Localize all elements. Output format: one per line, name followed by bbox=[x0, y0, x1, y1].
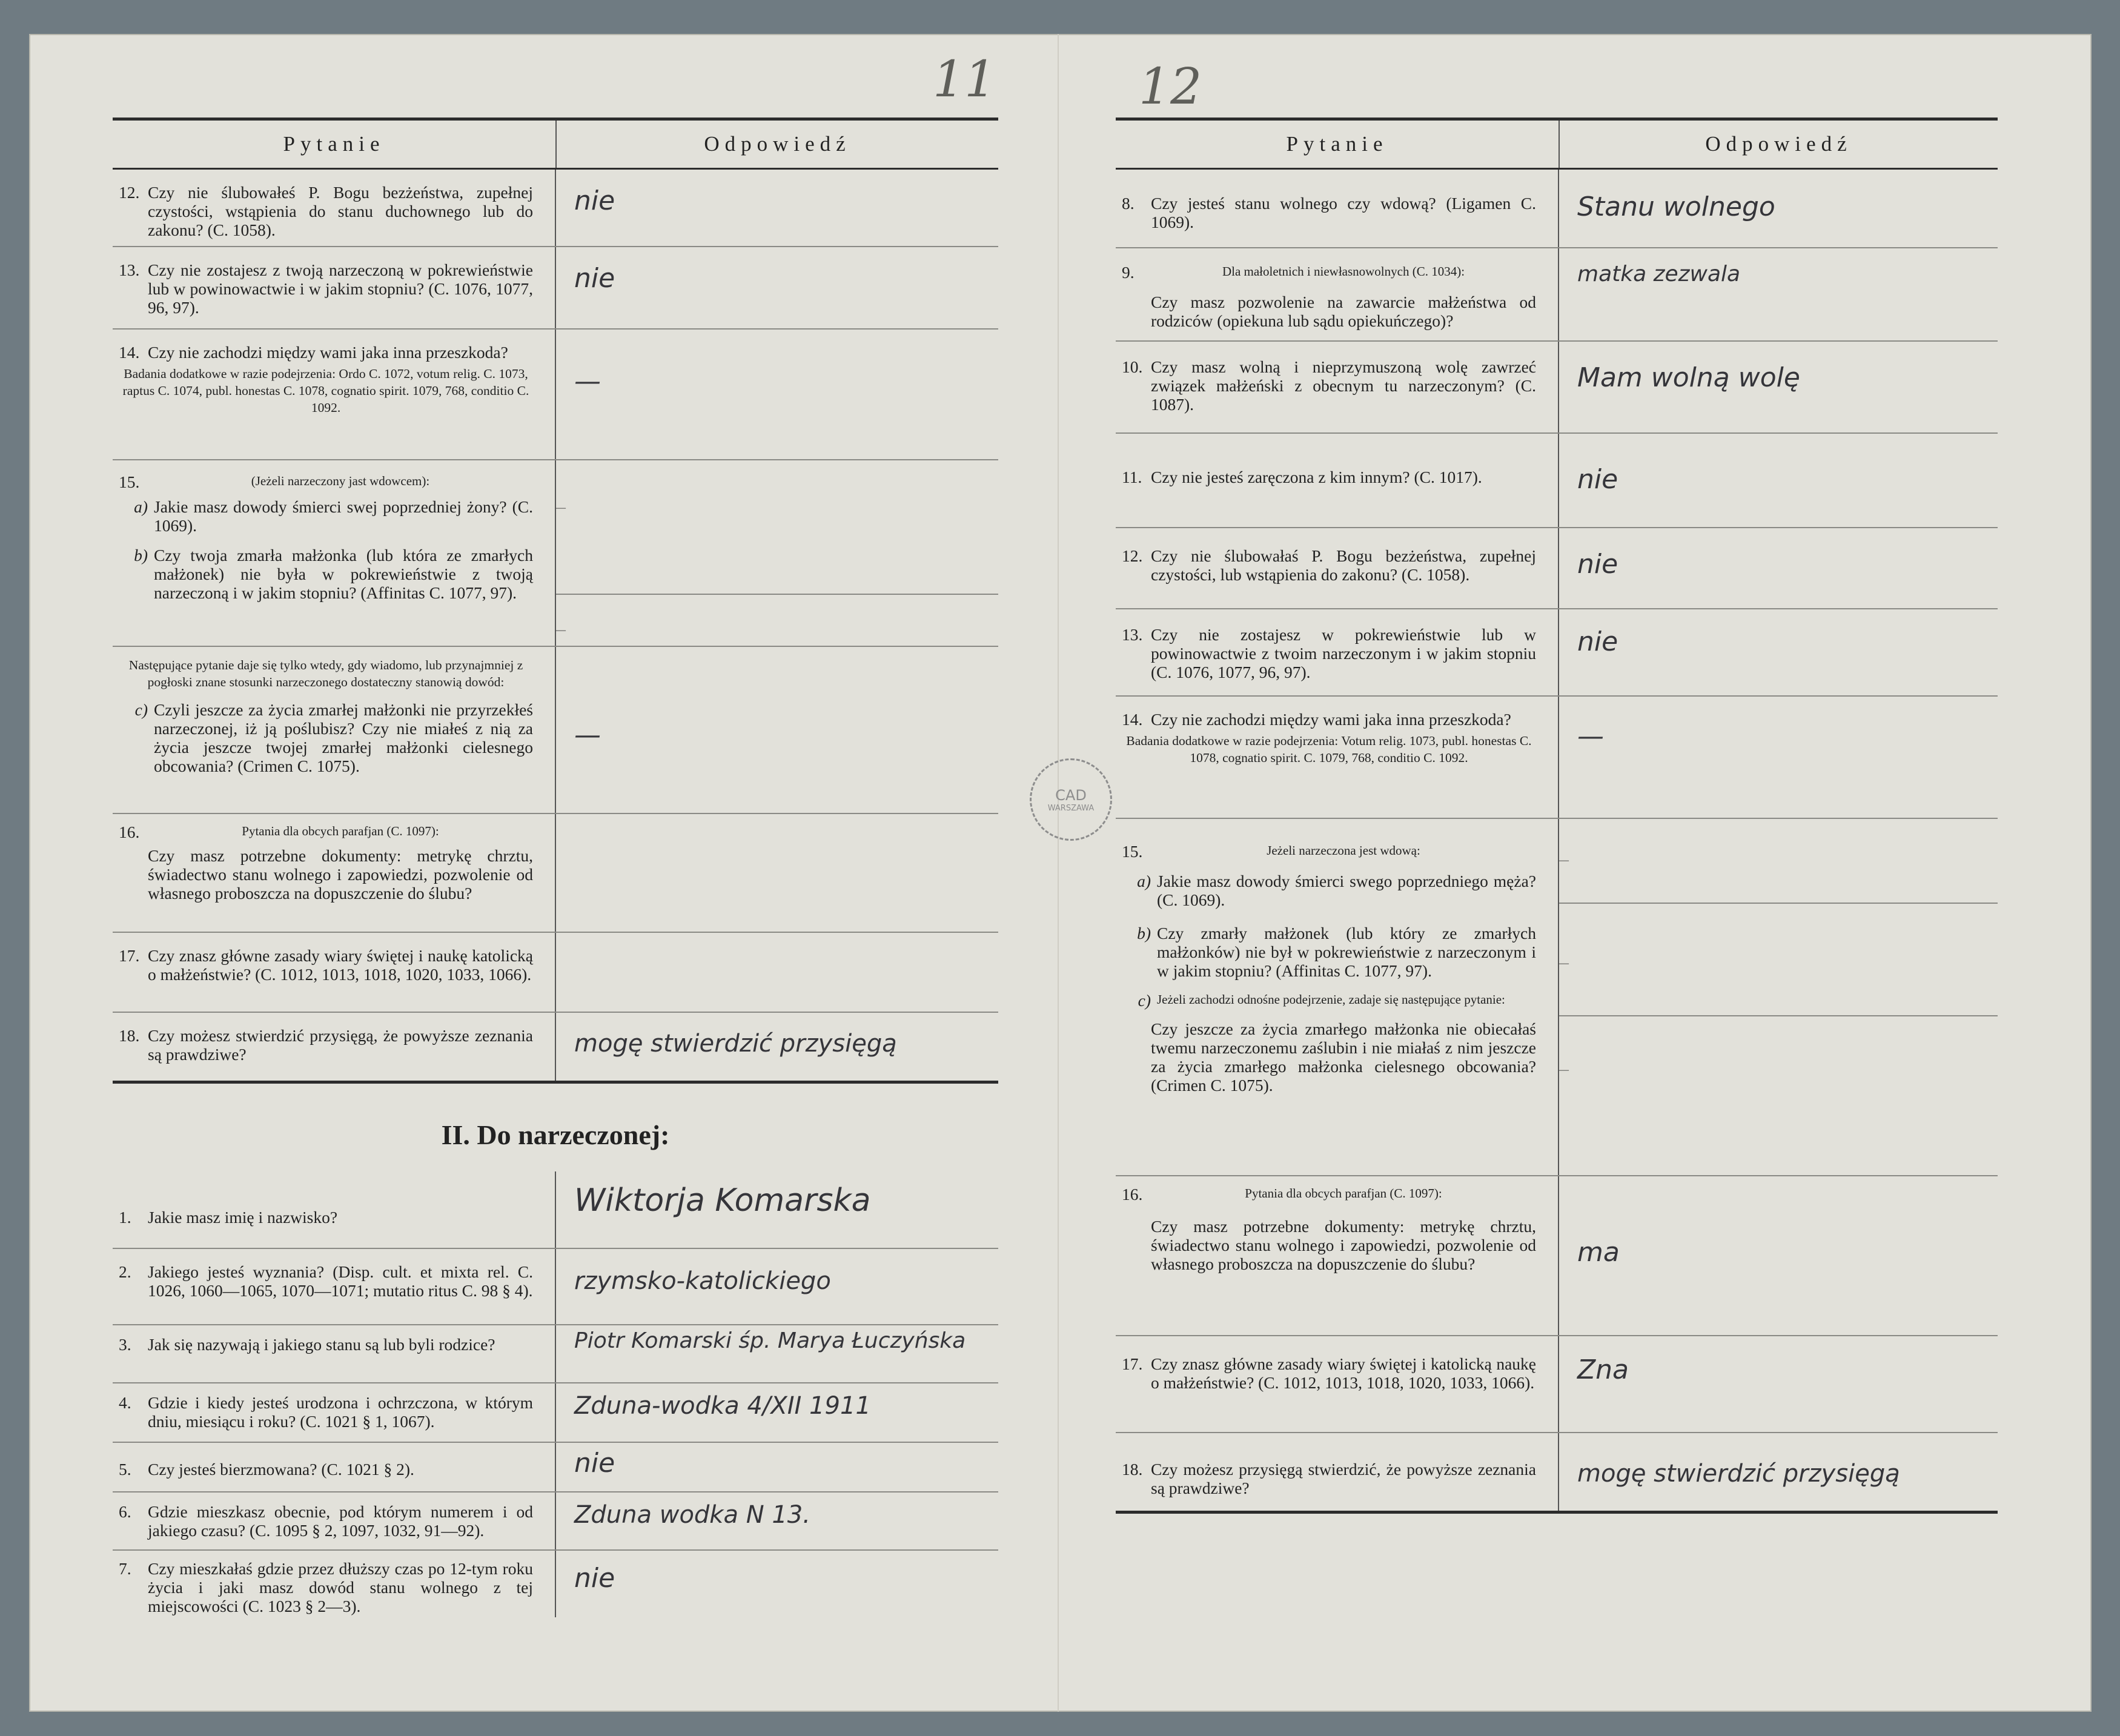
question-text: Czy nie zachodzi między wami jaka inna przeszkoda? bbox=[148, 343, 508, 362]
question-text: Gdzie i kiedy jesteś urodzona i ochrzczona, w którym dniu, miesiącu i roku? (C. 1021 § 1, 1067). bbox=[148, 1393, 533, 1431]
question-row: 18. Czy możesz przysięgą stwierdzić, że powyższe zeznania są prawdziwe? mogę stwierdzić przysięgą bbox=[1116, 1433, 1998, 1514]
question-row: 8. Czy jesteś stanu wolnego czy wdową? (Ligamen C. 1069). Stanu wolnego bbox=[1116, 170, 1998, 248]
question-text: Jakie masz imię i nazwisko? bbox=[148, 1208, 338, 1227]
question-text: Czy możesz stwierdzić przysięgą, że powyższe zeznania są prawdziwe? bbox=[148, 1026, 533, 1064]
answer-field[interactable]: matka zezwala bbox=[1577, 262, 1741, 287]
answer-field[interactable]: nie bbox=[574, 1448, 615, 1479]
question-row: 18. Czy możesz stwierdzić przysięgą, że powyższe zeznania są prawdziwe? mogę stwierdzić przysięgą bbox=[113, 1013, 998, 1084]
answer-field[interactable]: Zduna-wodka 4/XII 1911 bbox=[574, 1392, 871, 1420]
answer-field[interactable]: rzymsko-katolickiego bbox=[574, 1267, 831, 1295]
question-text: Czy masz potrzebne dokumenty: metrykę chrztu, świadectwo stanu wolnego i zapowiedzi, pozwolenie od własnego proboszcza na dopuszczenie do ślubu? bbox=[1151, 1217, 1536, 1273]
page-number-right: 12 bbox=[1139, 58, 1202, 116]
bride-row: 2. Jakiego jesteś wyznania? (Disp. cult. et mixta rel. C. 1026, 1060—1065, 1070—1071; mutatio ritus C. 98 § 4). rzymsko-katolickiego bbox=[113, 1249, 998, 1325]
bride-row: 3. Jak się nazywają i jakiego stanu są lub byli rodzice? Piotr Komarski śp. Marya Łuczyńska bbox=[113, 1325, 998, 1383]
right-page bbox=[1116, 118, 1998, 1514]
question-row: 12. Czy nie ślubowałaś P. Bogu bezżeństwa, zupełnej czystości, lub wstąpienia do zakonu? (C. 1058). nie bbox=[1116, 528, 1998, 609]
question-note: Badania dodatkowe w razie podejrzenia: Ordo C. 1072, votum relig. C. 1073, raptus C. 1074, publ. honestas C. 1078, cognatio spirit. 1079, 768, conditio C. 1092. bbox=[122, 366, 529, 415]
question-text: Czy nie jesteś zaręczona z kim innym? (C. 1017). bbox=[1151, 468, 1482, 486]
question-text: Jak się nazywają i jakiego stanu są lub byli rodzice? bbox=[148, 1335, 495, 1354]
question-text: Jakie masz dowody śmierci swej poprzedniej żony? (C. 1069). bbox=[154, 497, 533, 535]
answer-field[interactable]: — bbox=[1559, 1065, 1569, 1075]
archive-stamp bbox=[1030, 758, 1112, 841]
answer-field[interactable]: Wiktorja Komarska bbox=[574, 1182, 871, 1219]
question-row-15: 15. (Jeżeli narzeczony jast wdowcem): a) Jakie masz dowody śmierci swej poprzedniej żony? (C. 1069). b) Czy twoja zmarła małżonka (lub która ze zmarłych małżonek) nie była w pokrewieństwie z twoją narzeczoną i w jakim stopniu? (Affinitas C. 1077, 97). — — bbox=[113, 460, 998, 647]
answer-field[interactable]: — bbox=[574, 720, 601, 750]
question-row: 12. Czy nie ślubowałeś P. Bogu bezżeństwa, zupełnej czystości, wstąpienia do stanu duchownego lub do zakonu? (C. 1058). nie bbox=[113, 170, 998, 247]
question-note: Badania dodatkowe w razie podejrzenia: Votum relig. 1073, publ. honestas C. 1078, cognatio spirit. C. 1079, 768, conditio C. 1092. bbox=[1126, 734, 1532, 765]
answer-header: Odpowiedź bbox=[1705, 132, 1852, 156]
question-text: Czy nie ślubowałeś P. Bogu bezżeństwa, zupełnej czystości, wstąpienia do stanu duchownego lub do zakonu? (C. 1058). bbox=[148, 183, 533, 239]
answer-field[interactable]: mogę stwierdzić przysięgą bbox=[1577, 1460, 1900, 1488]
answer-field[interactable]: ma bbox=[1577, 1237, 1620, 1268]
answer-field[interactable]: nie bbox=[574, 185, 615, 216]
answer-field[interactable]: — bbox=[556, 460, 998, 595]
question-text: Czy twoja zmarła małżonka (lub która ze zmarłych małżonek) nie była w pokrewieństwie z twoją narzeczoną i w jakim stopniu? (Affinitas C. 1077, 97). bbox=[154, 546, 533, 602]
bride-row: 1. Jakie masz imię i nazwisko? Wiktorja Komarska bbox=[113, 1171, 998, 1249]
question-row: 14. Czy nie zachodzi między wami jaka inna przeszkoda? Badania dodatkowe w razie podejrzenia: Ordo C. 1072, votum relig. C. 1073, raptus C. 1074, publ. honestas C. 1078, cognatio spirit. 1079, 768, conditio C. 1092. — bbox=[113, 330, 998, 460]
question-text: Czy zmarły małżonek (lub który ze zmarłych małżonków) nie był w pokrewieństwie z narzeczonym i w jakim stopniu? (Affinitas C. 1077, 97). bbox=[1157, 924, 1536, 980]
answer-field[interactable]: — bbox=[556, 625, 566, 635]
question-text: Gdzie mieszkasz obecnie, pod którym numerem i od jakiego czasu? (C. 1095 § 2, 1097, 1032, 91—92). bbox=[148, 1502, 533, 1540]
left-page bbox=[113, 118, 998, 1617]
question-text: Czy znasz główne zasady wiary świętej i naukę katolicką o małżeństwie? (C. 1012, 1013, 1018, 1020, 1033, 1066). bbox=[148, 946, 533, 984]
question-subheading: Pytania dla obcych parafjan (C. 1097): bbox=[1245, 1186, 1442, 1201]
answer-field[interactable] bbox=[556, 814, 592, 932]
question-row: 14. Czy nie zachodzi między wami jaka inna przeszkoda? Badania dodatkowe w razie podejrzenia: Votum relig. 1073, publ. honestas C. 1078, cognatio spirit. C. 1079, 768, conditio C. 1092. — bbox=[1116, 697, 1998, 819]
answer-field[interactable]: nie bbox=[1577, 549, 1618, 580]
question-text: Jakiego jesteś wyznania? (Disp. cult. et mixta rel. C. 1026, 1060—1065, 1070—1071; mutatio ritus C. 98 § 4). bbox=[148, 1262, 533, 1300]
question-subheading: Jeżeli zachodzi odnośne podejrzenie, zadaje się następujące pytanie: bbox=[1157, 992, 1505, 1007]
question-text: Czy nie zostajesz z twoją narzeczoną w pokrewieństwie lub w powinowactwie i w jakim stopniu? (C. 1076, 1077, 96, 97). bbox=[148, 260, 533, 317]
question-text: Czy nie zostajesz w pokrewieństwie lub w powinowactwie z twoim narzeczonym i w jakim stopniu (C. 1076, 1077, 96, 97). bbox=[1151, 625, 1536, 681]
page-fold bbox=[1058, 34, 1059, 1712]
question-subheading: (Jeżeli narzeczony jast wdowcem): bbox=[251, 474, 430, 488]
question-text: Czy jesteś stanu wolnego czy wdową? (Ligamen C. 1069). bbox=[1151, 194, 1536, 231]
answer-field[interactable]: — bbox=[574, 366, 601, 397]
question-text: Czy jeszcze za życia zmarłego małżonka nie obiecałaś twemu narzeczonemu zaślubin i nie miałaś z nim jeszcze za życia zmarłego małżonka cielesnego obcowania? (Crimen C. 1075). bbox=[1151, 1019, 1536, 1095]
page-number-left: 11 bbox=[933, 51, 996, 108]
answer-header: Odpowiedź bbox=[704, 132, 851, 156]
question-row: 11. Czy nie jesteś zaręczona z kim innym? (C. 1017). nie bbox=[1116, 434, 1998, 528]
answer-field[interactable]: — bbox=[1577, 721, 1604, 752]
question-text: Jakie masz dowody śmierci swego poprzedniego męża? (C. 1069). bbox=[1157, 872, 1536, 909]
question-row: 17. Czy znasz główne zasady wiary świętej i katolicką naukę o małżeństwie? (C. 1012, 1013, 1018, 1020, 1033, 1066). Zna bbox=[1116, 1336, 1998, 1433]
question-text: Czyli jeszcze za życia zmarłej małżonki nie przyrzekłeś narzeczonej, iż ją poślubisz? Czy nie miałeś z nią za życia jeszcze twojej zmarłej małżonki cielesnego obcowania? (Crimen C. 1075). bbox=[154, 700, 533, 775]
table-header bbox=[1116, 118, 1998, 170]
answer-field[interactable]: Zduna wodka N 13. bbox=[574, 1501, 810, 1529]
question-row: 17. Czy znasz główne zasady wiary świętej i naukę katolicką o małżeństwie? (C. 1012, 1013, 1018, 1020, 1033, 1066). bbox=[113, 933, 998, 1013]
question-text: Czy masz wolną i nieprzymuszoną wolę zawrzeć związek małżeński z obecnym tu narzeczonym? (C. 1087). bbox=[1151, 357, 1536, 414]
question-row: 16. Pytania dla obcych parafjan (C. 1097): Czy masz potrzebne dokumenty: metrykę chrztu, świadectwo stanu wolnego i zapowiedzi, pozwolenie od własnego proboszcza na dopuszczenie do ślubu? ma bbox=[1116, 1176, 1998, 1336]
question-text: Czy masz potrzebne dokumenty: metrykę chrztu, świadectwo stanu wolnego i zapowiedzi, pozwolenie od własnego proboszcza na dopuszczenie do ślubu? bbox=[148, 846, 533, 903]
question-text: Czy masz pozwolenie na zawarcie małżeństwa od rodziców (opiekuna lub sądu opiekuńczego)? bbox=[1151, 293, 1536, 330]
bride-row: 6. Gdzie mieszkasz obecnie, pod którym numerem i od jakiego czasu? (C. 1095 § 2, 1097, 1032, 91—92). Zduna wodka N 13. bbox=[113, 1492, 998, 1551]
question-text: Czy znasz główne zasady wiary świętej i katolicką naukę o małżeństwie? (C. 1012, 1013, 1018, 1020, 1033, 1066). bbox=[1151, 1354, 1536, 1392]
stamp-subtext: WARSZAWA bbox=[1047, 803, 1095, 813]
answer-field[interactable]: mogę stwierdzić przysięgą bbox=[574, 1030, 897, 1058]
section-title: II. Do narzeczonej: bbox=[441, 1119, 670, 1150]
bride-row: 4. Gdzie i kiedy jesteś urodzona i ochrzczona, w którym dniu, miesiącu i roku? (C. 1021 § 1, 1067). Zduna-wodka 4/XII 1911 bbox=[113, 1383, 998, 1443]
question-header: Pytanie bbox=[113, 121, 557, 168]
answer-field[interactable]: Zna bbox=[1577, 1354, 1629, 1385]
question-row-15: 15. Jeżeli narzeczona jest wdową: a) Jakie masz dowody śmierci swego poprzedniego męża? (C. 1069). b) Czy zmarły małżonek (lub który ze zmarłych małżonków) nie był w pokrewieństwie z narzeczonym i w jakim stopniu? (Affinitas C. 1077, 97). c) Jeżeli zachodzi odnośne podejrzenie, zadaje się następujące pytanie: Czy jeszcze za życia zmarłego małżonka nie obiecałaś twemu narzeczonemu zaślubin i nie miałaś z nim jeszcze za życia zmarłego małżonka cielesnego obcowania? (Crimen C. 1075). — — — bbox=[1116, 819, 1998, 1176]
question-text: Czy jesteś bierzmowana? (C. 1021 § 2). bbox=[148, 1460, 414, 1479]
question-text: Czy mieszkałaś gdzie przez dłuższy czas po 12-tym roku życia i jaki masz dowód stanu wolnego z tej miejscowości (C. 1023 § 2—3). bbox=[148, 1559, 533, 1615]
question-row: 9. Dla małoletnich i niewłasnowolnych (C. 1034): Czy masz pozwolenie na zawarcie małżeństwa od rodziców (opiekuna lub sądu opiekuńczego)? matka zezwala bbox=[1116, 248, 1998, 342]
question-row: 13. Czy nie zostajesz z twoją narzeczoną w pokrewieństwie lub w powinowactwie i w jakim stopniu? (C. 1076, 1077, 96, 97). nie bbox=[113, 247, 998, 330]
question-header: Pytanie bbox=[1116, 121, 1560, 168]
question-row: 13. Czy nie zostajesz w pokrewieństwie lub w powinowactwie z twoim narzeczonym i w jakim stopniu (C. 1076, 1077, 96, 97). nie bbox=[1116, 609, 1998, 697]
question-subheading: Dla małoletnich i niewłasnowolnych (C. 1034): bbox=[1222, 264, 1465, 279]
answer-field[interactable]: Mam wolną wolę bbox=[1577, 362, 1800, 393]
stamp-text: CAD bbox=[1055, 786, 1087, 804]
table-header bbox=[113, 118, 998, 170]
answer-field[interactable]: nie bbox=[1577, 464, 1618, 495]
bride-row: 5. Czy jesteś bierzmowana? (C. 1021 § 2). nie bbox=[113, 1443, 998, 1492]
question-text: Czy możesz przysięgą stwierdzić, że powyższe zeznania są prawdziwe? bbox=[1151, 1460, 1536, 1497]
answer-field[interactable]: nie bbox=[1577, 626, 1618, 657]
question-subheading: Jeżeli narzeczona jest wdową: bbox=[1267, 843, 1420, 858]
answer-field[interactable]: Piotr Komarski śp. Marya Łuczyńska bbox=[574, 1328, 966, 1353]
question-text: Czy nie zachodzi między wami jaka inna przeszkoda? bbox=[1151, 710, 1511, 729]
answer-field[interactable]: nie bbox=[574, 263, 615, 294]
question-text: Czy nie ślubowałaś P. Bogu bezżeństwa, zupełnej czystości, lub wstąpienia do zakonu? (C. 1058). bbox=[1151, 546, 1536, 584]
question-row: 16. Pytania dla obcych parafjan (C. 1097): Czy masz potrzebne dokumenty: metrykę chrztu, świadectwo stanu wolnego i zapowiedzi, pozwolenie od własnego proboszcza na dopuszczenie do ślubu? bbox=[113, 814, 998, 933]
question-note: Następujące pytanie daje się tylko wtedy, gdy wiadomo, lub przynajmniej z pogłoski znane stosunki narzeczonego dostateczny stanowią dowód: bbox=[128, 658, 523, 689]
question-row: 10. Czy masz wolną i nieprzymuszoną wolę zawrzeć związek małżeński z obecnym tu narzeczonym? (C. 1087). Mam wolną wolę bbox=[1116, 342, 1998, 434]
question-subheading: Pytania dla obcych parafjan (C. 1097): bbox=[242, 824, 439, 838]
bride-row: 7. Czy mieszkałaś gdzie przez dłuższy czas po 12-tym roku życia i jaki masz dowód stanu wolnego z tej miejscowości (C. 1023 § 2—3). nie bbox=[113, 1551, 998, 1617]
answer-field[interactable]: nie bbox=[574, 1563, 615, 1594]
answer-field[interactable]: Stanu wolnego bbox=[1577, 191, 1775, 222]
answer-field[interactable] bbox=[556, 933, 592, 1012]
answer-field[interactable]: — bbox=[1559, 904, 1998, 1016]
question-row: Następujące pytanie daje się tylko wtedy, gdy wiadomo, lub przynajmniej z pogłoski znane stosunki narzeczonego dostateczny stanowią dowód: c) Czyli jeszcze za życia zmarłej małżonki nie przyrzekłeś narzeczonej, iż ją poślubisz? Czy nie miałeś z nią za życia jeszcze twojej zmarłej małżonki cielesnego obcowania? (Crimen C. 1075). — bbox=[113, 647, 998, 814]
answer-field[interactable]: — bbox=[1559, 819, 1998, 904]
